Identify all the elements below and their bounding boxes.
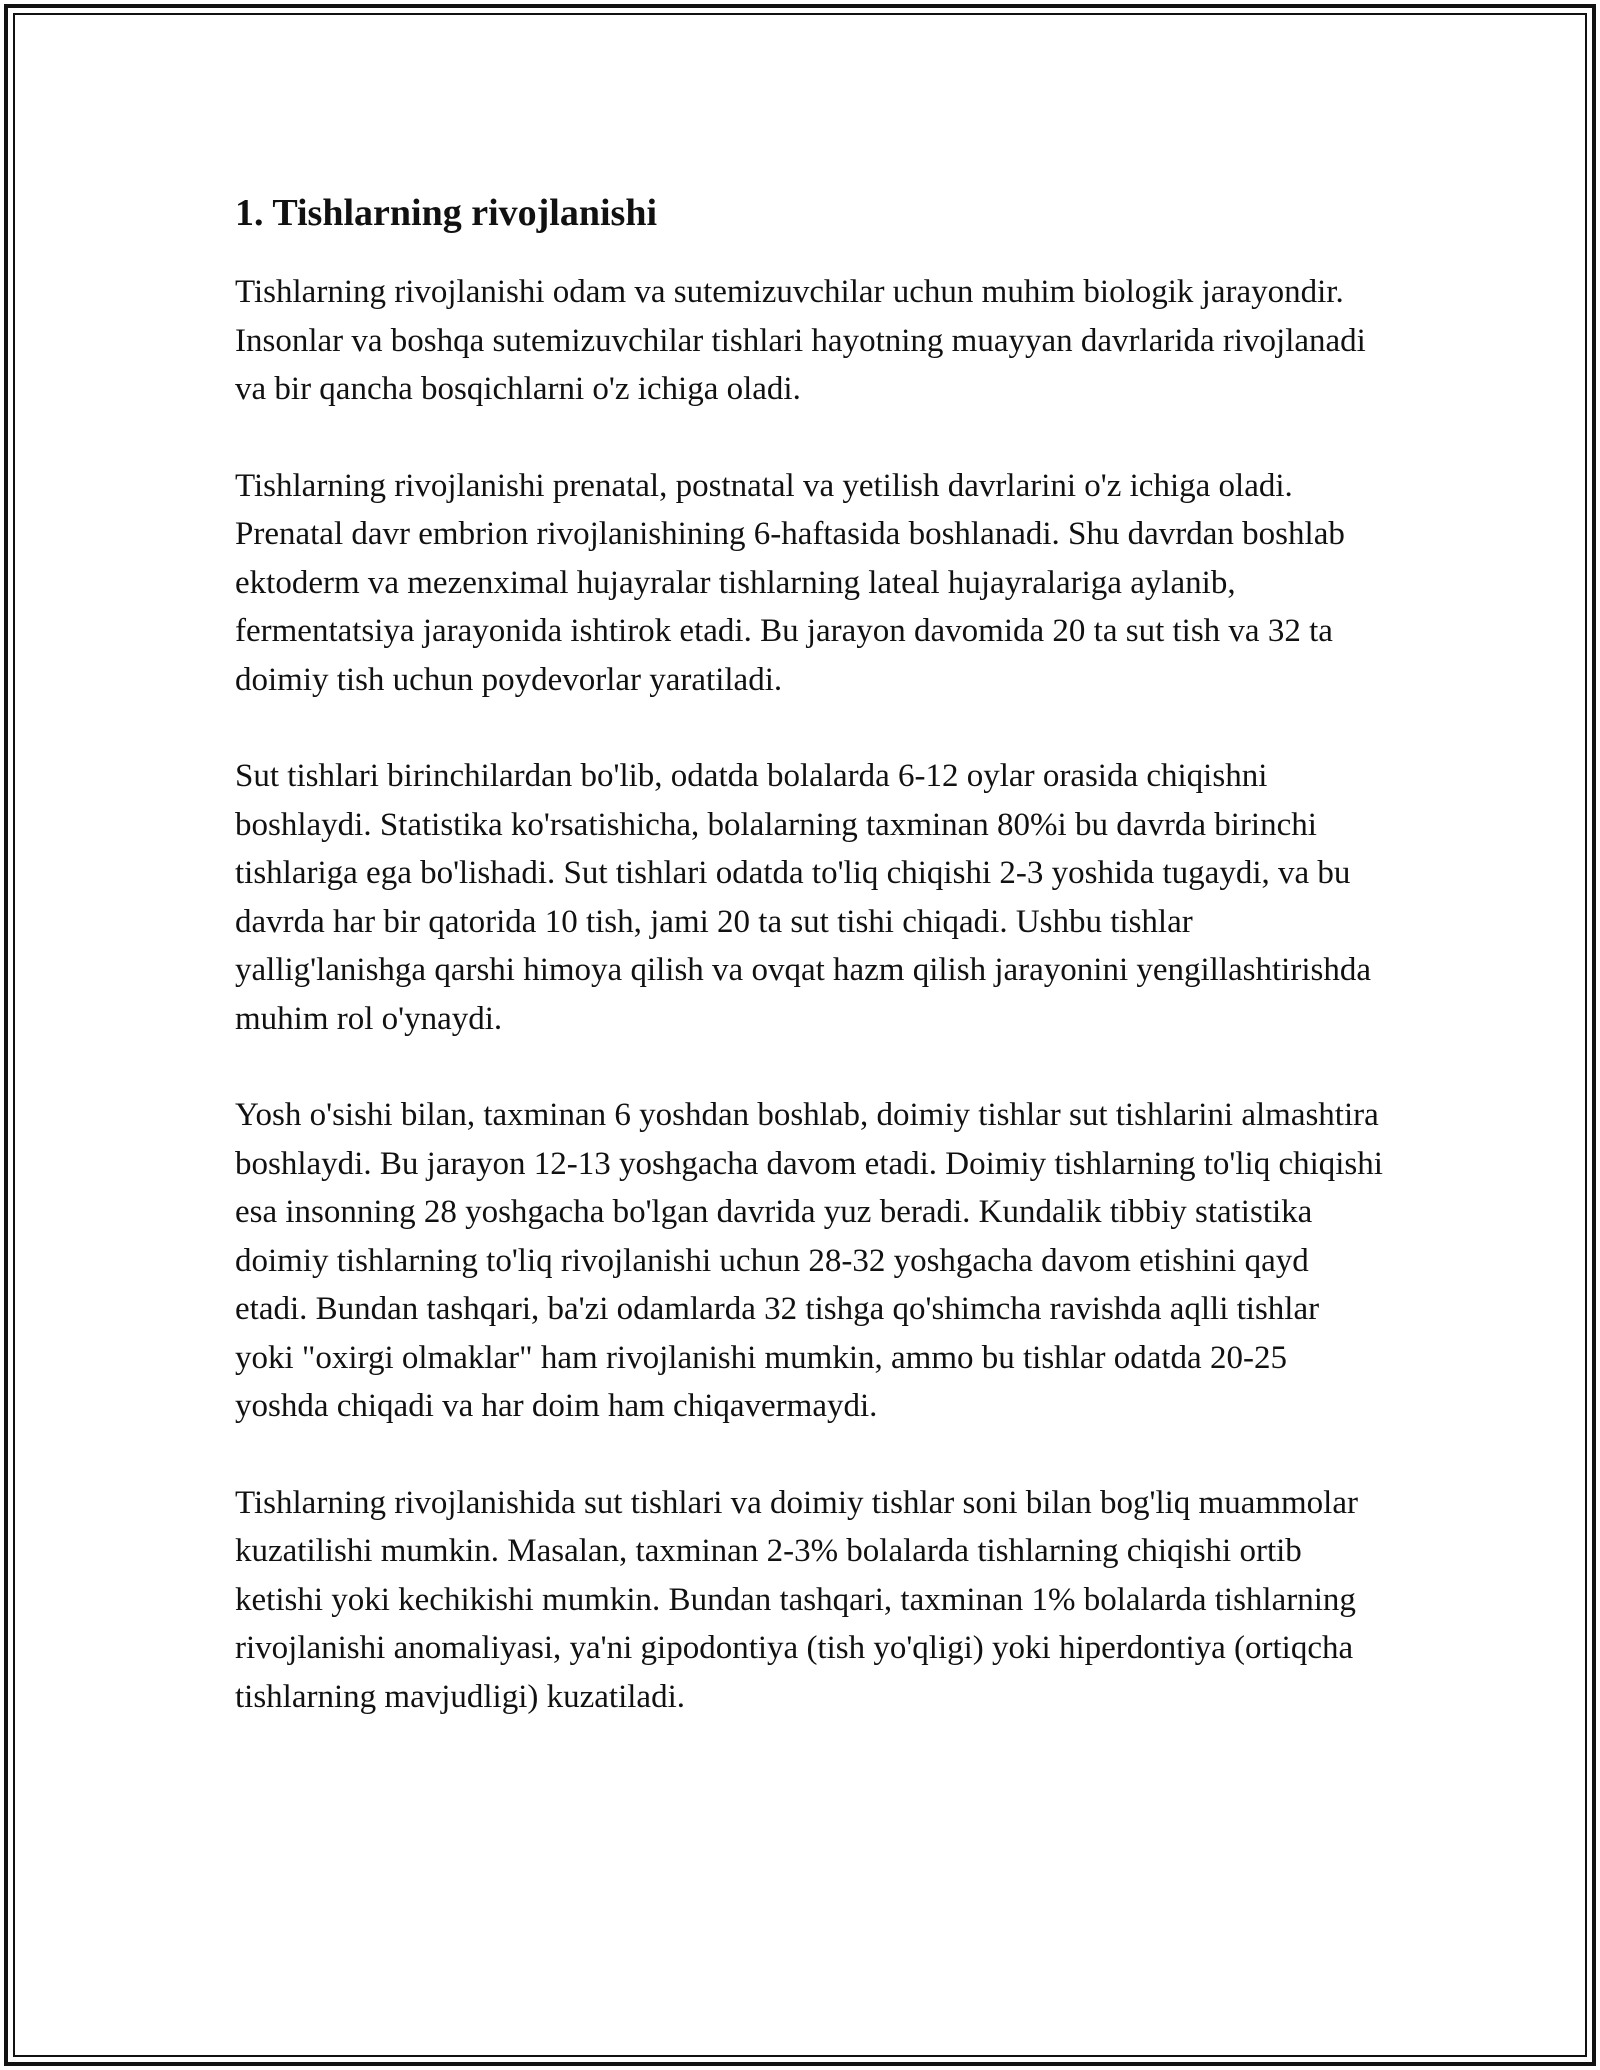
paragraph-2: Tishlarning rivojlanishi prenatal, postnatal va yetilish davrlarini o'z ichiga oladi. Prenatal davr embrion rivojlanishining 6-haftasida boshlanadi. Shu davrdan boshlab ektoderm va mezenximal hujayralar tishlarning lateal hujayralariga aylanib, fermentatsiya jarayonida ishtirok etadi. Bu jarayon davomida 20 ta sut tish va 32 ta doimiy tish uchun poydevorlar yaratiladi. (235, 467, 1345, 698)
section-heading: 1. Tishlarning rivojlanishi (235, 192, 658, 234)
document-body (235, 188, 1385, 1769)
paragraph-5: Tishlarning rivojlanishida sut tishlari va doimiy tishlar soni bilan bog'liq muammolar kuzatilishi mumkin. Masalan, taxminan 2-3% bolalarda tishlarning chiqishi ortib ketishi yoki kechikishi mumkin. Bundan tashqari, taxminan 1% bolalarda tishlarning rivojlanishi anomaliyasi, ya'ni gipodontiya (tish yo'qligi) yoki hiperdontiya (ortiqcha tishlarning mavjudligi) kuzatiladi. (235, 1484, 1358, 1715)
paragraph-1: Tishlarning rivojlanishi odam va sutemizuvchilar uchun muhim biologik jarayondir. Insonlar va boshqa sutemizuvchilar tishlari hayotning muayyan davrlarida rivojlanadi va bir qancha bosqichlarni o'z ichiga oladi. (235, 274, 1366, 407)
paragraph-3: Sut tishlari birinchilardan bo'lib, odatda bolalarda 6-12 oylar orasida chiqishni boshlaydi. Statistika ko'rsatishicha, bolalarning taxminan 80%i bu davrda birinchi tishlariga ega bo'lishadi. Sut tishlari odatda to'liq chiqishi 2-3 yoshida tugaydi, va bu davrda har bir qatorida 10 tish, jami 20 ta sut tishi chiqadi. Ushbu tishlar yallig'lanishga qarshi himoya qilish va ovqat hazm qilish jarayonini yengillashtirishda muhim rol o'ynaydi. (235, 758, 1371, 1037)
paragraph-4: Yosh o'sishi bilan, taxminan 6 yoshdan boshlab, doimiy tishlar sut tishlarini almashtira boshlaydi. Bu jarayon 12-13 yoshgacha davom etadi. Doimiy tishlarning to'liq chiqishi esa insonning 28 yoshgacha bo'lgan davrida yuz beradi. Kundalik tibbiy statistika doimiy tishlarning to'liq rivojlanishi uchun 28-32 yoshgacha davom etishini qayd etadi. Bundan tashqari, ba'zi odamlarda 32 tishga qo'shimcha ravishda aqlli tishlar yoki "oxirgi olmaklar" ham rivojlanishi mumkin, ammo bu tishlar odatda 20-25 yoshda chiqadi va har doim ham chiqavermaydi. (235, 1097, 1383, 1424)
